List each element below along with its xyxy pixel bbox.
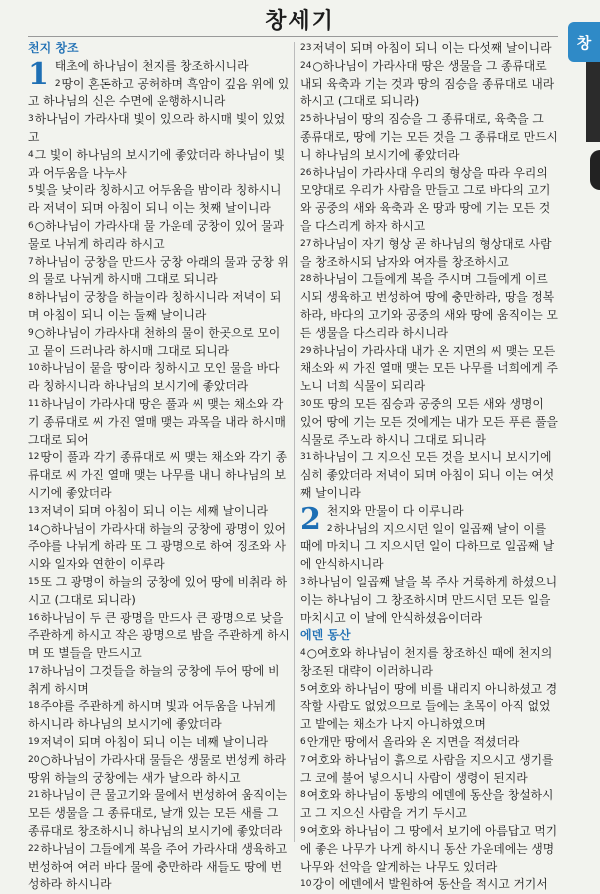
verse-number: 5 — [300, 683, 306, 694]
verse-number: 20 — [28, 754, 40, 765]
verse — [28, 787, 290, 840]
verse-text: 하나님이 땅의 짐승을 그 종류대로, 육축을 그 종류대로, 땅에 기는 모든 것을 그 종류대로 만드시니 하나님의 보시기에 좋았더라 — [300, 112, 558, 162]
verse-text: 하나님이 그것들을 하늘의 궁창에 두어 땅에 비취게 하시며 — [28, 663, 280, 696]
verse-text: 여호와 하나님이 흙으로 사람을 지으시고 생기를 그 코에 불어 넣으시니 사람이 생령이 된지라 — [300, 752, 554, 785]
verse-text: 하나님이 그들에게 복을 주어 가라사대 생육하고 번성하여 여러 바다 물에 충만하라 새들도 땅에 번성하라 하시니라 — [28, 841, 288, 892]
verse-number: 15 — [28, 576, 40, 587]
verse — [28, 663, 290, 699]
verse-number: 5 — [28, 185, 34, 196]
verse-text: 하나님이 궁창을 만드사 궁창 아래의 물과 궁창 위의 물로 나뉘게 하시매 그대로 되니라 — [28, 254, 289, 287]
verse-text: 안개만 땅에서 올라와 온 지면을 적셨더라 — [306, 735, 520, 750]
verse — [28, 111, 290, 147]
verse — [300, 449, 558, 502]
verse — [28, 76, 290, 112]
verse-text: 여호와 하나님이 동방의 에덴에 동산을 창설하시고 그 지으신 사람을 거기 두시고 — [300, 788, 554, 821]
verse-text: 여호와 하나님이 그 땅에서 보기에 아름답고 먹기에 좋은 나무가 나게 하시니 동산 가운데에는 생명나무와 선악을 알게하는 나무도 있더라 — [300, 824, 558, 874]
verse-list — [300, 40, 558, 503]
verse — [300, 58, 558, 111]
verse-text: 하나님의 지으시던 일이 일곱째 날이 이를 때에 마치니 그 지으시던 일이 다하므로 일곱째 날에 안식하시니라 — [300, 521, 555, 572]
verse-number: 17 — [28, 665, 40, 676]
verse — [28, 574, 290, 610]
verse-number: 16 — [28, 612, 40, 623]
verse-number: 9 — [28, 327, 34, 338]
verse-list — [300, 503, 558, 628]
verse — [300, 823, 558, 876]
verse-text: 저녁이 되며 아침이 되니 이는 세째 날이니라 — [40, 503, 269, 518]
verse — [28, 289, 290, 325]
verse-number: 30 — [300, 398, 312, 409]
verse-text: 빛을 낮이라 칭하시고 어두움을 밤이라 칭하시니라 저녁이 되며 아침이 되니 이는 첫째 날이니라 — [28, 183, 282, 216]
verse-text: 하나님이 뭍을 땅이라 칭하시고 모인 물을 바다라 칭하시니라 하나님의 보시기에 좋았더라 — [28, 361, 280, 394]
verse-text: 하나님이 궁창을 하늘이라 칭하시니라 저녁이 되며 아침이 되니 이는 둘째 날이니라 — [28, 290, 282, 322]
verse — [300, 111, 558, 164]
page-title: 창세기 — [265, 9, 335, 34]
section-heading: 에덴 동산 — [300, 628, 351, 643]
verse — [28, 218, 290, 254]
edge-decoration-round — [590, 150, 600, 190]
verse-text: 하나님이 그들에게 복을 주시며 그들에게 이르시되 생육하고 번성하여 땅에 충만하라, 땅을 정복하라, 바다의 고기와 공중의 새와 땅에 움직이는 모든 생물을 다스리라 하시니라 — [300, 272, 558, 340]
verse — [28, 58, 290, 76]
verse-text: ○하나님이 가라사대 땅은 생물을 그 종류대로 내되 육축과 기는 것과 땅의 짐승을 종류대로 내라 하시고 (그대로 되니라) — [300, 58, 555, 109]
verse-number: 7 — [28, 256, 34, 267]
verse-number: 6 — [300, 737, 306, 748]
verse-text: 여호와 하나님이 땅에 비를 내리지 아니하셨고 경작할 사람도 없었으므로 들에는 초목이 아직 없었고 밭에는 채소가 나지 아니하였으며 — [300, 681, 558, 732]
verse — [28, 254, 290, 290]
verse-text: 하나님이 가라사대 우리의 형상을 따라 우리의 모양대로 우리가 사람을 만들고 그로 바다의 고기와 공중의 새와 육축과 온 땅과 땅에 기는 모든 것을 다스리게 하자 하시고 — [300, 165, 551, 233]
verse-number: 28 — [300, 274, 312, 285]
verse-text: ○하나님이 가라사대 하늘의 궁창에 광명이 있어 주야를 나뉘게 하라 또 그 광명으로 하여 징조와 사시와 일자와 연한이 이루라 — [28, 521, 287, 572]
verse-text: 천지와 만물이 다 이루니라 — [326, 503, 464, 518]
verse — [300, 396, 558, 449]
verse — [28, 841, 290, 894]
verse-text: ○하나님이 가라사대 물들은 생물로 번성케 하라 땅위 하늘의 궁창에는 새가 날으라 하시고 — [28, 752, 287, 785]
verse-number: 11 — [28, 398, 40, 409]
column-divider — [294, 42, 295, 842]
verse-number: 26 — [300, 167, 312, 178]
verse — [300, 752, 558, 788]
verse — [28, 147, 290, 183]
verse — [300, 236, 558, 272]
book-tab[interactable]: 창 — [568, 22, 600, 62]
verse — [300, 787, 558, 823]
verse-text: 저녁이 되며 아침이 되니 이는 네째 날이니라 — [40, 735, 269, 750]
verse-text: 태초에 하나님이 천지를 창조하시니라 — [54, 58, 249, 73]
verse-number: 10 — [300, 879, 312, 890]
verse-number: 10 — [28, 363, 40, 374]
verse — [300, 165, 558, 236]
verse — [300, 876, 558, 894]
verse-number: 18 — [28, 701, 40, 712]
verse-number: 12 — [28, 452, 40, 463]
verse-number: 23 — [300, 43, 312, 53]
verse-number: 8 — [28, 292, 34, 303]
verse-number: 2 — [54, 78, 61, 89]
verse-text: ○여호와 하나님이 천지를 창조하신 때에 천지의 창조된 대략이 이러하니라 — [300, 646, 553, 678]
verse — [28, 521, 290, 574]
verse — [28, 698, 290, 734]
verse-text: 땅이 풀과 각기 종류대로 씨 맺는 채소와 각기 종류대로 씨 가진 열매 맺는 나무를 내니 하나님의 보시기에 좋았더라 — [28, 450, 287, 500]
left-column — [28, 40, 290, 894]
verse — [28, 449, 290, 502]
verse-number: 31 — [300, 452, 312, 463]
verse-text: 하나님이 자기 형상 곧 하나님의 형상대로 사람을 창조하시되 남자와 여자를 창조하시고 — [300, 236, 552, 269]
verse-text: 하나님이 두 큰 광명을 만드사 큰 광명으로 낮을 주관하게 하시고 작은 광명으로 밤을 주관하게 하시며 또 별들을 만드시고 — [28, 610, 290, 661]
verse-number: 25 — [300, 114, 312, 125]
verse-number: 29 — [300, 345, 312, 356]
edge-decoration — [586, 62, 600, 142]
verse-text: 저녁이 되며 아침이 되니 이는 다섯째 날이니라 — [312, 41, 552, 55]
verse-text: 하나님이 일곱째 날을 복 주사 거룩하게 하셨으니 이는 하나님이 그 창조하시며 만드시던 모든 일을 마치시고 이 날에 안식하셨음이더라 — [300, 574, 558, 625]
right-column — [300, 40, 558, 894]
verse-number: 2 — [326, 523, 333, 534]
verse — [28, 360, 290, 396]
verse — [300, 734, 558, 752]
verse-text: 하나님이 가라사대 내가 온 지면의 씨 맺는 모든 채소와 씨 가진 열매 맺는 모든 나무를 너희에게 주노니 너희 식물이 되리라 — [300, 343, 558, 394]
verse-text: 하나님이 큰 물고기와 물에서 번성하여 움직이는 모든 생물을 그 종류대로, 날개 있는 모든 새를 그 종류대로 창조하시니 하나님의 보시기에 좋았더라 — [28, 788, 288, 839]
verse-text: 주야를 주관하게 하시며 빛과 어두움을 나뉘게 하시니라 하나님의 보시기에 좋았더라 — [28, 699, 276, 732]
verse — [300, 503, 558, 521]
verse — [300, 271, 558, 342]
verse-text: 하나님이 가라사대 땅은 풀과 씨 맺는 채소와 각기 종류대로 씨 가진 열매 맺는 과목을 내라 하시매 그대로 되어 — [28, 396, 286, 447]
verse-text: 그 빛이 하나님의 보시기에 좋았더라 하나님이 빛과 어두움을 나누사 — [28, 147, 286, 180]
verse — [28, 396, 290, 449]
verse-number: 3 — [300, 576, 306, 587]
section-heading: 천지 창조 — [28, 41, 79, 55]
verse-text: 강이 에덴에서 발원하여 동산을 적시고 거기서 — [312, 877, 548, 892]
verse — [300, 645, 558, 681]
verse-number: 21 — [28, 790, 40, 801]
verse-list — [28, 58, 290, 894]
verse — [28, 325, 290, 361]
verse-text: ○하나님이 가라사대 물 가운데 궁창이 있어 물과 물로 나뉘게 하리라 하시고 — [28, 218, 285, 251]
verse-number: 9 — [300, 826, 306, 837]
verse-number: 14 — [28, 523, 40, 534]
verse-number: 4 — [300, 648, 306, 659]
verse-text: 또 땅의 모든 짐승과 공중의 모든 새와 생명이 있어 땅에 기는 모든 것에게는 내가 모든 푸른 풀을 식물로 주노라 하시니 그대로 되니라 — [300, 396, 558, 447]
verse — [28, 734, 290, 752]
verse-number: 6 — [28, 220, 34, 231]
verse — [300, 521, 558, 574]
chapter-number: 2 — [300, 501, 321, 537]
verse — [28, 610, 290, 663]
verse — [300, 681, 558, 734]
verse-text: 땅이 혼돈하고 공허하며 흑암이 깊음 위에 있고 하나님의 신은 수면에 운행하시니라 — [28, 76, 290, 109]
verse — [28, 182, 290, 218]
chapter-number: 1 — [28, 56, 49, 92]
verse-text: 하나님이 가라사대 빛이 있으라 하시매 빛이 있었고 — [28, 112, 286, 144]
verse-number: 22 — [28, 843, 40, 854]
verse — [300, 574, 558, 627]
verse-text: 또 그 광명이 하늘의 궁창에 있어 땅에 비취라 하시고 (그대로 되니라) — [28, 574, 287, 607]
title-divider — [28, 36, 558, 37]
verse — [28, 503, 290, 521]
verse-text: ○하나님이 가라사대 천하의 물이 한곳으로 모이고 뭍이 드러나라 하시매 그대로 되니라 — [28, 325, 281, 358]
verse-number: 19 — [28, 737, 40, 748]
verse — [300, 343, 558, 396]
verse-number: 27 — [300, 238, 312, 249]
verse-number: 24 — [300, 60, 312, 71]
verse-number: 8 — [300, 790, 306, 801]
verse-number: 13 — [28, 505, 40, 516]
verse-text: 하나님이 그 지으신 모든 것을 보시니 보시기에 심히 좋았더라 저녁이 되며 아침이 되니 이는 여섯째 날이니라 — [300, 450, 555, 500]
verse-list — [300, 645, 558, 894]
verse — [28, 752, 290, 788]
verse-number: 7 — [300, 754, 306, 765]
verse-number: 4 — [28, 149, 34, 160]
verse — [300, 40, 558, 58]
verse-number: 3 — [28, 114, 34, 125]
